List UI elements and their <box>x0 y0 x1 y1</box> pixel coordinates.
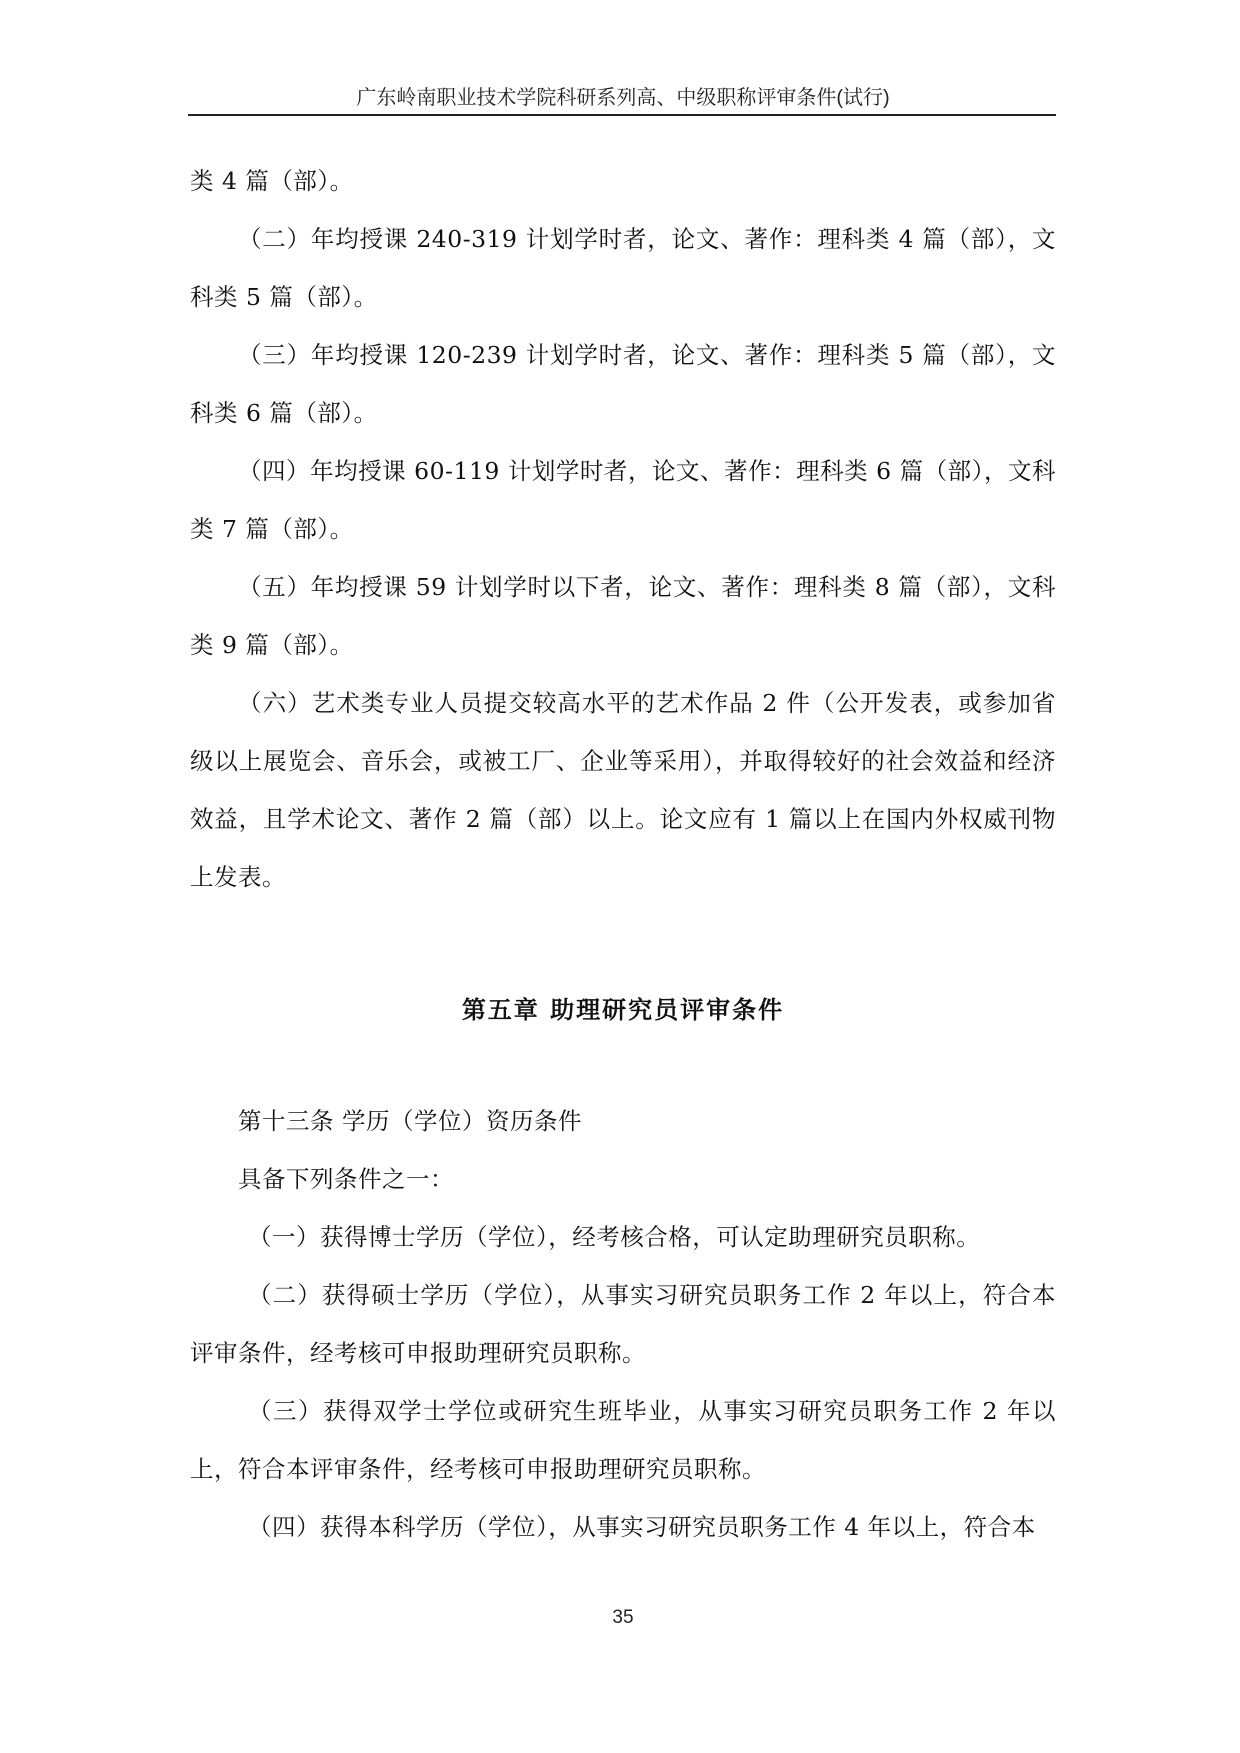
paragraph-item-3: （三）年均授课 120-239 计划学时者，论文、著作：理科类 5 篇（部），文科类 6 篇（部）。 <box>190 341 1056 427</box>
condition-item-4: （四）获得本科学历（学位），从事实习研究员职务工作 4 年以上，符合本 <box>248 1513 1036 1541</box>
header-rule <box>188 114 1056 116</box>
chapter-title: 第五章 助理研究员评审条件 <box>461 996 785 1024</box>
article-continuation <box>190 152 1056 906</box>
page-number: 35 <box>612 1607 634 1628</box>
paragraph-item-5: （五）年均授课 59 计划学时以下者，论文、著作：理科类 8 篇（部），文科类 9 篇（部）。 <box>190 573 1056 659</box>
paragraph-item-6: （六）艺术类专业人员提交较高水平的艺术作品 2 件（公开发表，或参加省级以上展览会、音乐会，或被工厂、企业等采用），并取得较好的社会效益和经济效益，且学术论文、著作 2 篇（部）以上。论文应有 1 篇以上在国内外权威刊物上发表。 <box>190 689 1056 891</box>
condition-item-2: （二）获得硕士学历（学位），从事实习研究员职务工作 2 年以上，符合本评审条件，经考核可申报助理研究员职称。 <box>190 1281 1056 1367</box>
paragraph-item-4: （四）年均授课 60-119 计划学时者，论文、著作：理科类 6 篇（部），文科类 7 篇（部）。 <box>190 457 1056 543</box>
article-13 <box>190 1092 1056 1556</box>
article-heading: 第十三条 学历（学位）资历条件 <box>238 1107 582 1135</box>
condition-item-3: （三）获得双学士学位或研究生班毕业，从事实习研究员职务工作 2 年以上，符合本评审条件，经考核可申报助理研究员职称。 <box>190 1397 1056 1483</box>
paragraph-item-2: （二）年均授课 240-319 计划学时者，论文、著作：理科类 4 篇（部），文科类 5 篇（部）。 <box>190 225 1056 311</box>
running-header: 广东岭南职业技术学院科研系列高、中级职称评审条件(试行) <box>356 87 890 109</box>
condition-item-1: （一）获得博士学历（学位），经考核合格，可认定助理研究员职称。 <box>248 1223 981 1251</box>
paragraph-continued: 类 4 篇（部）。 <box>190 167 354 195</box>
article-intro: 具备下列条件之一： <box>238 1165 454 1193</box>
